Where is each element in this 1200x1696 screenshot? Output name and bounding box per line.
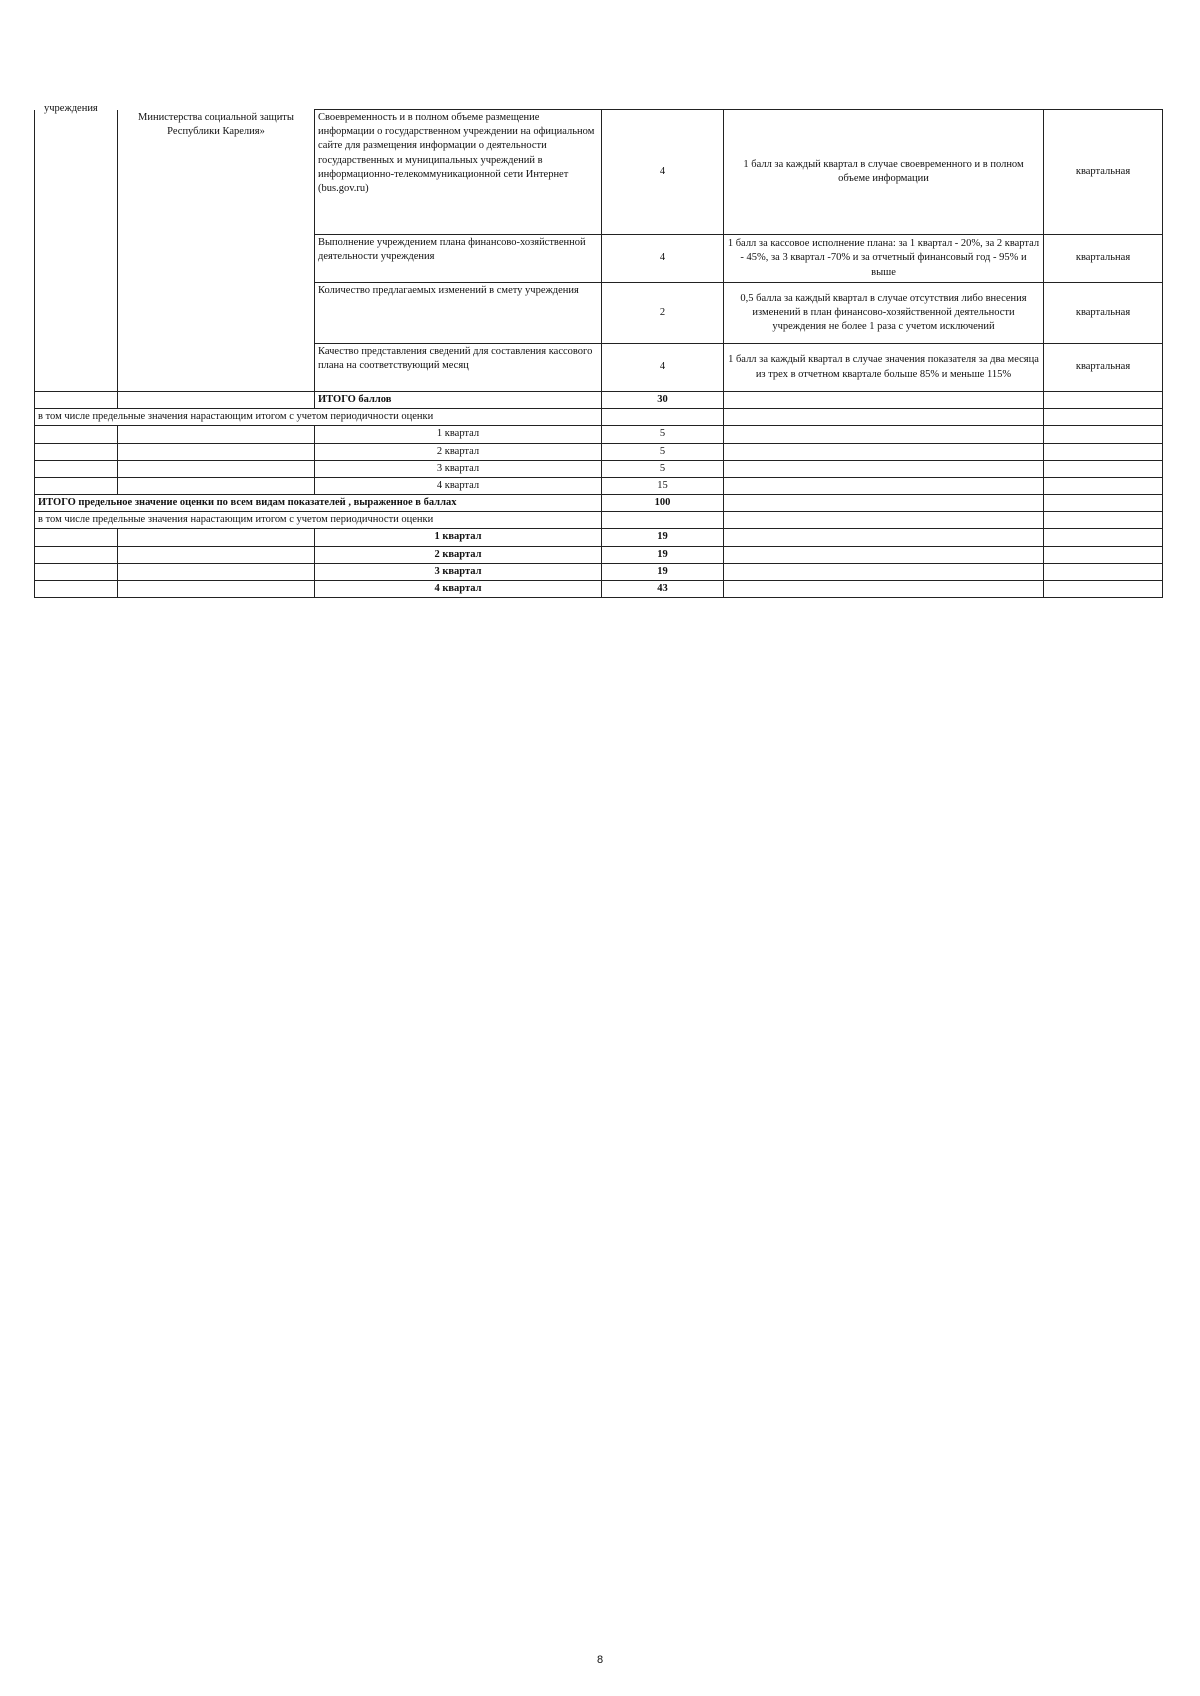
grand-quarter-row	[35, 546, 1163, 563]
org-name-cell	[118, 110, 315, 392]
total-label: ИТОГО баллов	[315, 392, 602, 409]
indicator-name: Количество предлагаемых изменений в смету учреждения	[315, 283, 602, 344]
indicator-name: Выполнение учреждением плана финансово-хозяйственной деятельности учреждения	[315, 235, 602, 283]
grand-quarter-value: 43	[602, 580, 724, 597]
indicator-name: Своевременность и в полном объеме размещение информации о государственном учреждении на официальном сайте для размещения информации о деятельности государственных и муниципальных учреждений в информационно-телекоммуникационной сети Интернет (bus.gov.ru)	[315, 110, 602, 235]
quarter-row	[35, 460, 1163, 477]
indicator-periodicity: квартальная	[1044, 283, 1163, 344]
including-label: в том числе предельные значения нарастающим итогом с учетом периодичности оценки	[35, 409, 602, 426]
quarter-label: 2 квартал	[315, 443, 602, 460]
org-name: Министерства социальной защиты Республики Карелия»	[138, 111, 294, 137]
grand-quarter-label: 3 квартал	[315, 563, 602, 580]
indicator-row	[35, 110, 1163, 235]
indicator-name: Качество представления сведений для составления кассового плана на соответствующий месяц	[315, 344, 602, 392]
quarter-row	[35, 443, 1163, 460]
grand-quarter-row	[35, 580, 1163, 597]
grand-quarter-value: 19	[602, 546, 724, 563]
total-row	[35, 392, 1163, 409]
indicator-criteria: 0,5 балла за каждый квартал в случае отсутствия либо внесения изменений в план финансово-хозяйственной деятельности учреждения не более 1 раза с учетом исключений	[724, 283, 1044, 344]
institution-cell	[35, 110, 118, 392]
grand-total-label: ИТОГО предельное значение оценки по всем видам показателей , выраженное в баллах	[35, 495, 602, 512]
quarter-value: 5	[602, 460, 724, 477]
quarter-label: 3 квартал	[315, 460, 602, 477]
grand-total-row	[35, 495, 1163, 512]
including-row	[35, 409, 1163, 426]
indicators-table	[34, 109, 1163, 598]
grand-quarter-row	[35, 529, 1163, 546]
including-row-2	[35, 512, 1163, 529]
quarter-label: 1 квартал	[315, 426, 602, 443]
indicator-points: 4	[602, 110, 724, 235]
indicator-points: 2	[602, 283, 724, 344]
indicator-criteria: 1 балл за кассовое исполнение плана: за 1 квартал - 20%, за 2 квартал - 45%, за 3 квартал -70% и за отчетный финансовый год - 95% и выше	[724, 235, 1044, 283]
quarter-row	[35, 426, 1163, 443]
indicator-criteria: 1 балл за каждый квартал в случае значения показателя за два месяца из трех в отчетном квартале больше 85% и меньше 115%	[724, 344, 1044, 392]
quarter-value: 5	[602, 426, 724, 443]
quarter-row	[35, 477, 1163, 494]
indicator-periodicity: квартальная	[1044, 110, 1163, 235]
row-stub-text: учреждения	[44, 103, 98, 114]
quarter-label: 4 квартал	[315, 477, 602, 494]
grand-total-value: 100	[602, 495, 724, 512]
grand-quarter-value: 19	[602, 529, 724, 546]
indicator-points: 4	[602, 235, 724, 283]
grand-quarter-label: 2 квартал	[315, 546, 602, 563]
quarter-value: 5	[602, 443, 724, 460]
including-label-2: в том числе предельные значения нарастающим итогом с учетом периодичности оценки	[35, 512, 602, 529]
indicator-periodicity: квартальная	[1044, 344, 1163, 392]
grand-quarter-label: 1 квартал	[315, 529, 602, 546]
total-value: 30	[602, 392, 724, 409]
indicator-periodicity: квартальная	[1044, 235, 1163, 283]
quarter-value: 15	[602, 477, 724, 494]
grand-quarter-value: 19	[602, 563, 724, 580]
grand-quarter-row	[35, 563, 1163, 580]
indicator-criteria: 1 балл за каждый квартал в случае своевременного и в полном объеме информации	[724, 110, 1044, 235]
page-number: 8	[596, 1654, 604, 1666]
grand-quarter-label: 4 квартал	[315, 580, 602, 597]
indicator-points: 4	[602, 344, 724, 392]
